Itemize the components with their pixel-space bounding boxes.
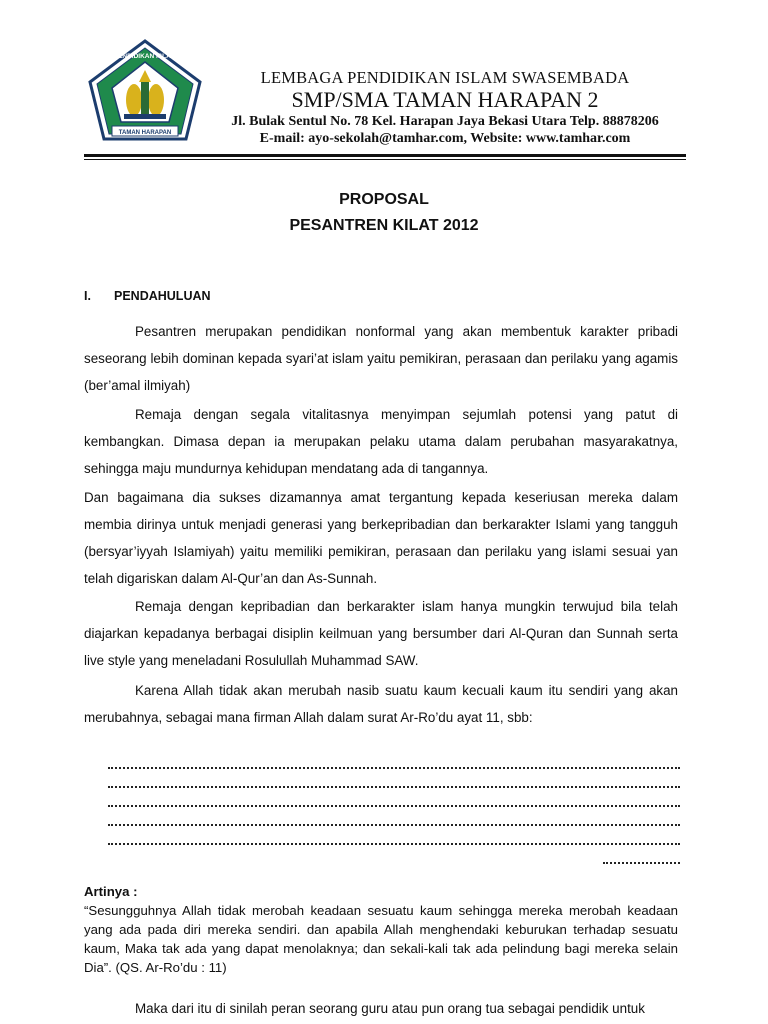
school-name: SMP/SMA TAMAN HARAPAN 2 bbox=[291, 87, 599, 112]
glyph-line bbox=[108, 775, 680, 788]
translation-text: “Sesungguhnya Allah tidak merobah keadaan sesuatu kaum sehingga mereka merobah keadaan yang ada pada diri mereka sendiri. dan apabila Allah menghendaki keburukan terhadap sesuatu kaum, Maka tak ada yang dapat menolaknya; dan sekali-kali tak ada pelindung bagi mereka selain Dia”. (QS. Ar-Ro’du : 11) bbox=[84, 903, 678, 975]
arabic-verse-glyphs bbox=[108, 756, 680, 884]
paragraph-4 bbox=[84, 593, 678, 674]
document-title: PROPOSAL bbox=[339, 191, 429, 208]
institution-name: LEMBAGA PENDIDIKAN ISLAM SWASEMBADA bbox=[260, 68, 630, 87]
closing-paragraph: Maka dari itu di sinilah peran seorang guru atau pun orang tua sebagai pendidik untuk bbox=[135, 1001, 645, 1016]
document-subtitle: PESANTREN KILAT 2012 bbox=[289, 217, 479, 234]
letterhead-divider-thin bbox=[84, 159, 686, 160]
translation-block bbox=[84, 901, 678, 977]
section-heading: PENDAHULUAN bbox=[114, 289, 211, 303]
school-address: Jl. Bulak Sentul No. 78 Kel. Harapan Jaya Bekasi Utara Telp. 88878206 bbox=[231, 114, 659, 129]
glyph-line bbox=[108, 813, 680, 826]
glyph-line bbox=[108, 832, 680, 845]
svg-text:PENDIDIKAN ISLAM: PENDIDIKAN ISLAM bbox=[113, 53, 177, 60]
paragraph-2 bbox=[84, 401, 678, 482]
svg-text:TAMAN HARAPAN: TAMAN HARAPAN bbox=[118, 130, 172, 136]
paragraph-text: Pesantren merupakan pendidikan nonformal yang akan membentuk karakter pribadi seseorang lebih dominan kepada syari’at islam yaitu pemikiran, perasaan dan perilaku yang agamis (ber’amal ilmiyah) bbox=[84, 324, 678, 393]
glyph-line bbox=[108, 794, 680, 807]
paragraph-3 bbox=[84, 484, 678, 592]
translation-label: Artinya : bbox=[84, 884, 138, 899]
letterhead-divider bbox=[84, 154, 686, 157]
paragraph-1 bbox=[84, 318, 678, 399]
paragraph-text: Dan bagaimana dia sukses dizamannya amat tergantung kepada keseriusan mereka dalam membia dirinya untuk menjadi generasi yang berkepribadian dan berkarakter Islami yang tangguh (bersyar’iyyah Islamiyah) yaitu memiliki pemikiran, perasaan dan perilaku yang islami sesuai yan telah digariskan dalam Al-Qur’an dan As-Sunnah. bbox=[84, 490, 678, 586]
school-logo-icon bbox=[86, 38, 204, 144]
paragraph-text: Remaja dengan kepribadian dan berkarakter islam hanya mungkin terwujud bila telah diajarkan kepadanya berbagai disiplin keilmuan yang bersumber dari Al-Quran dan Sunnah serta live style yang meneladani Rosulullah Muhammad SAW. bbox=[84, 599, 678, 668]
paragraph-text: Karena Allah tidak akan merubah nasib suatu kaum kecuali kaum itu sendiri yang akan merubahnya, sebagai mana firman Allah dalam surat Ar-Ro’du ayat 11, sbb: bbox=[84, 683, 678, 725]
glyph-line bbox=[603, 851, 680, 864]
section-number: I. bbox=[84, 289, 91, 303]
school-contact: E-mail: ayo-sekolah@tamhar.com, Website: www.tamhar.com bbox=[259, 131, 631, 146]
glyph-line bbox=[108, 756, 680, 769]
paragraph-5 bbox=[84, 677, 678, 731]
paragraph-text: Remaja dengan segala vitalitasnya menyimpan sejumlah potensi yang patut di kembangkan. Dimasa depan ia merupakan pelaku utama dalam perubahan masyarakatnya, sehingga maju mundurnya kehidupan mendatang ada di tangannya. bbox=[84, 407, 678, 476]
